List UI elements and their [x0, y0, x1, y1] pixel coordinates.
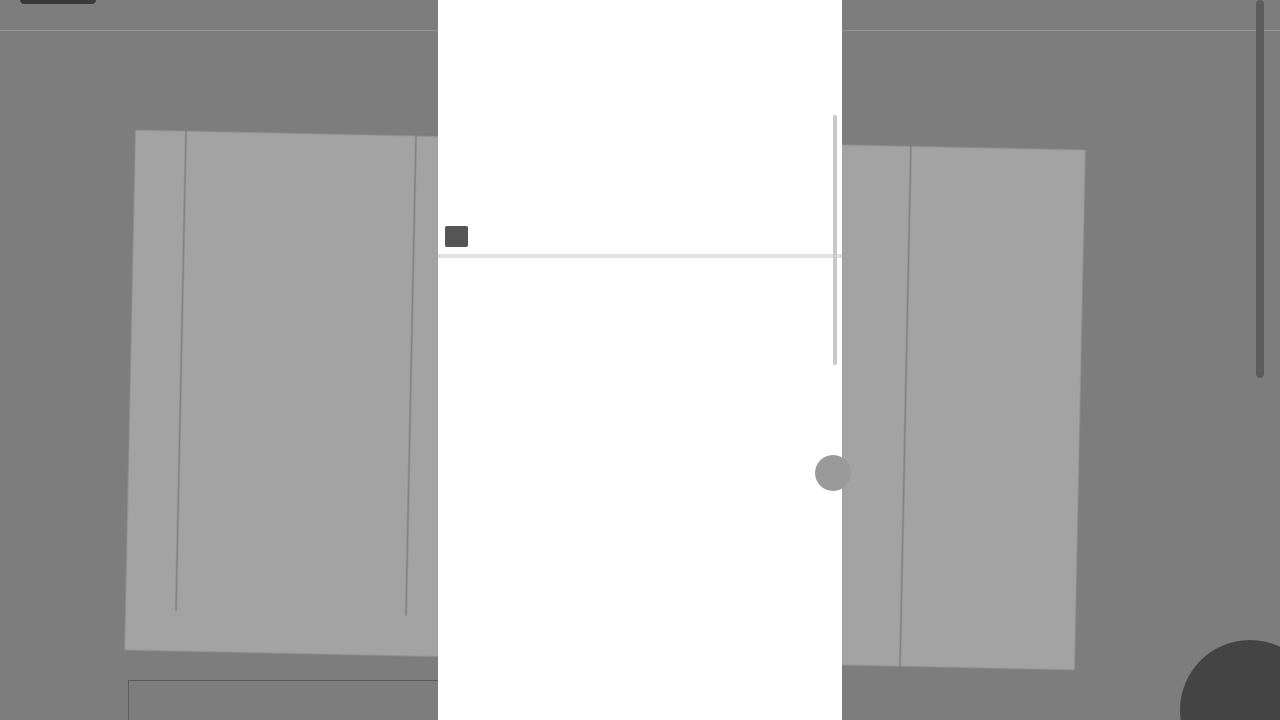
page-number-badge — [445, 226, 468, 247]
viewer-scrollbar[interactable] — [833, 115, 837, 365]
bg-col-line — [405, 136, 416, 616]
page-2 — [438, 258, 842, 720]
bg-col-line — [899, 146, 911, 666]
background-scrollbar — [1256, 0, 1264, 378]
bg-timer-circle — [1180, 640, 1280, 720]
bg-serial — [151, 350, 391, 355]
bg-col-line — [175, 131, 186, 611]
timer-badge — [815, 455, 851, 491]
document-viewer[interactable] — [438, 0, 842, 720]
page-1 — [438, 0, 842, 254]
top-handle — [20, 0, 96, 4]
